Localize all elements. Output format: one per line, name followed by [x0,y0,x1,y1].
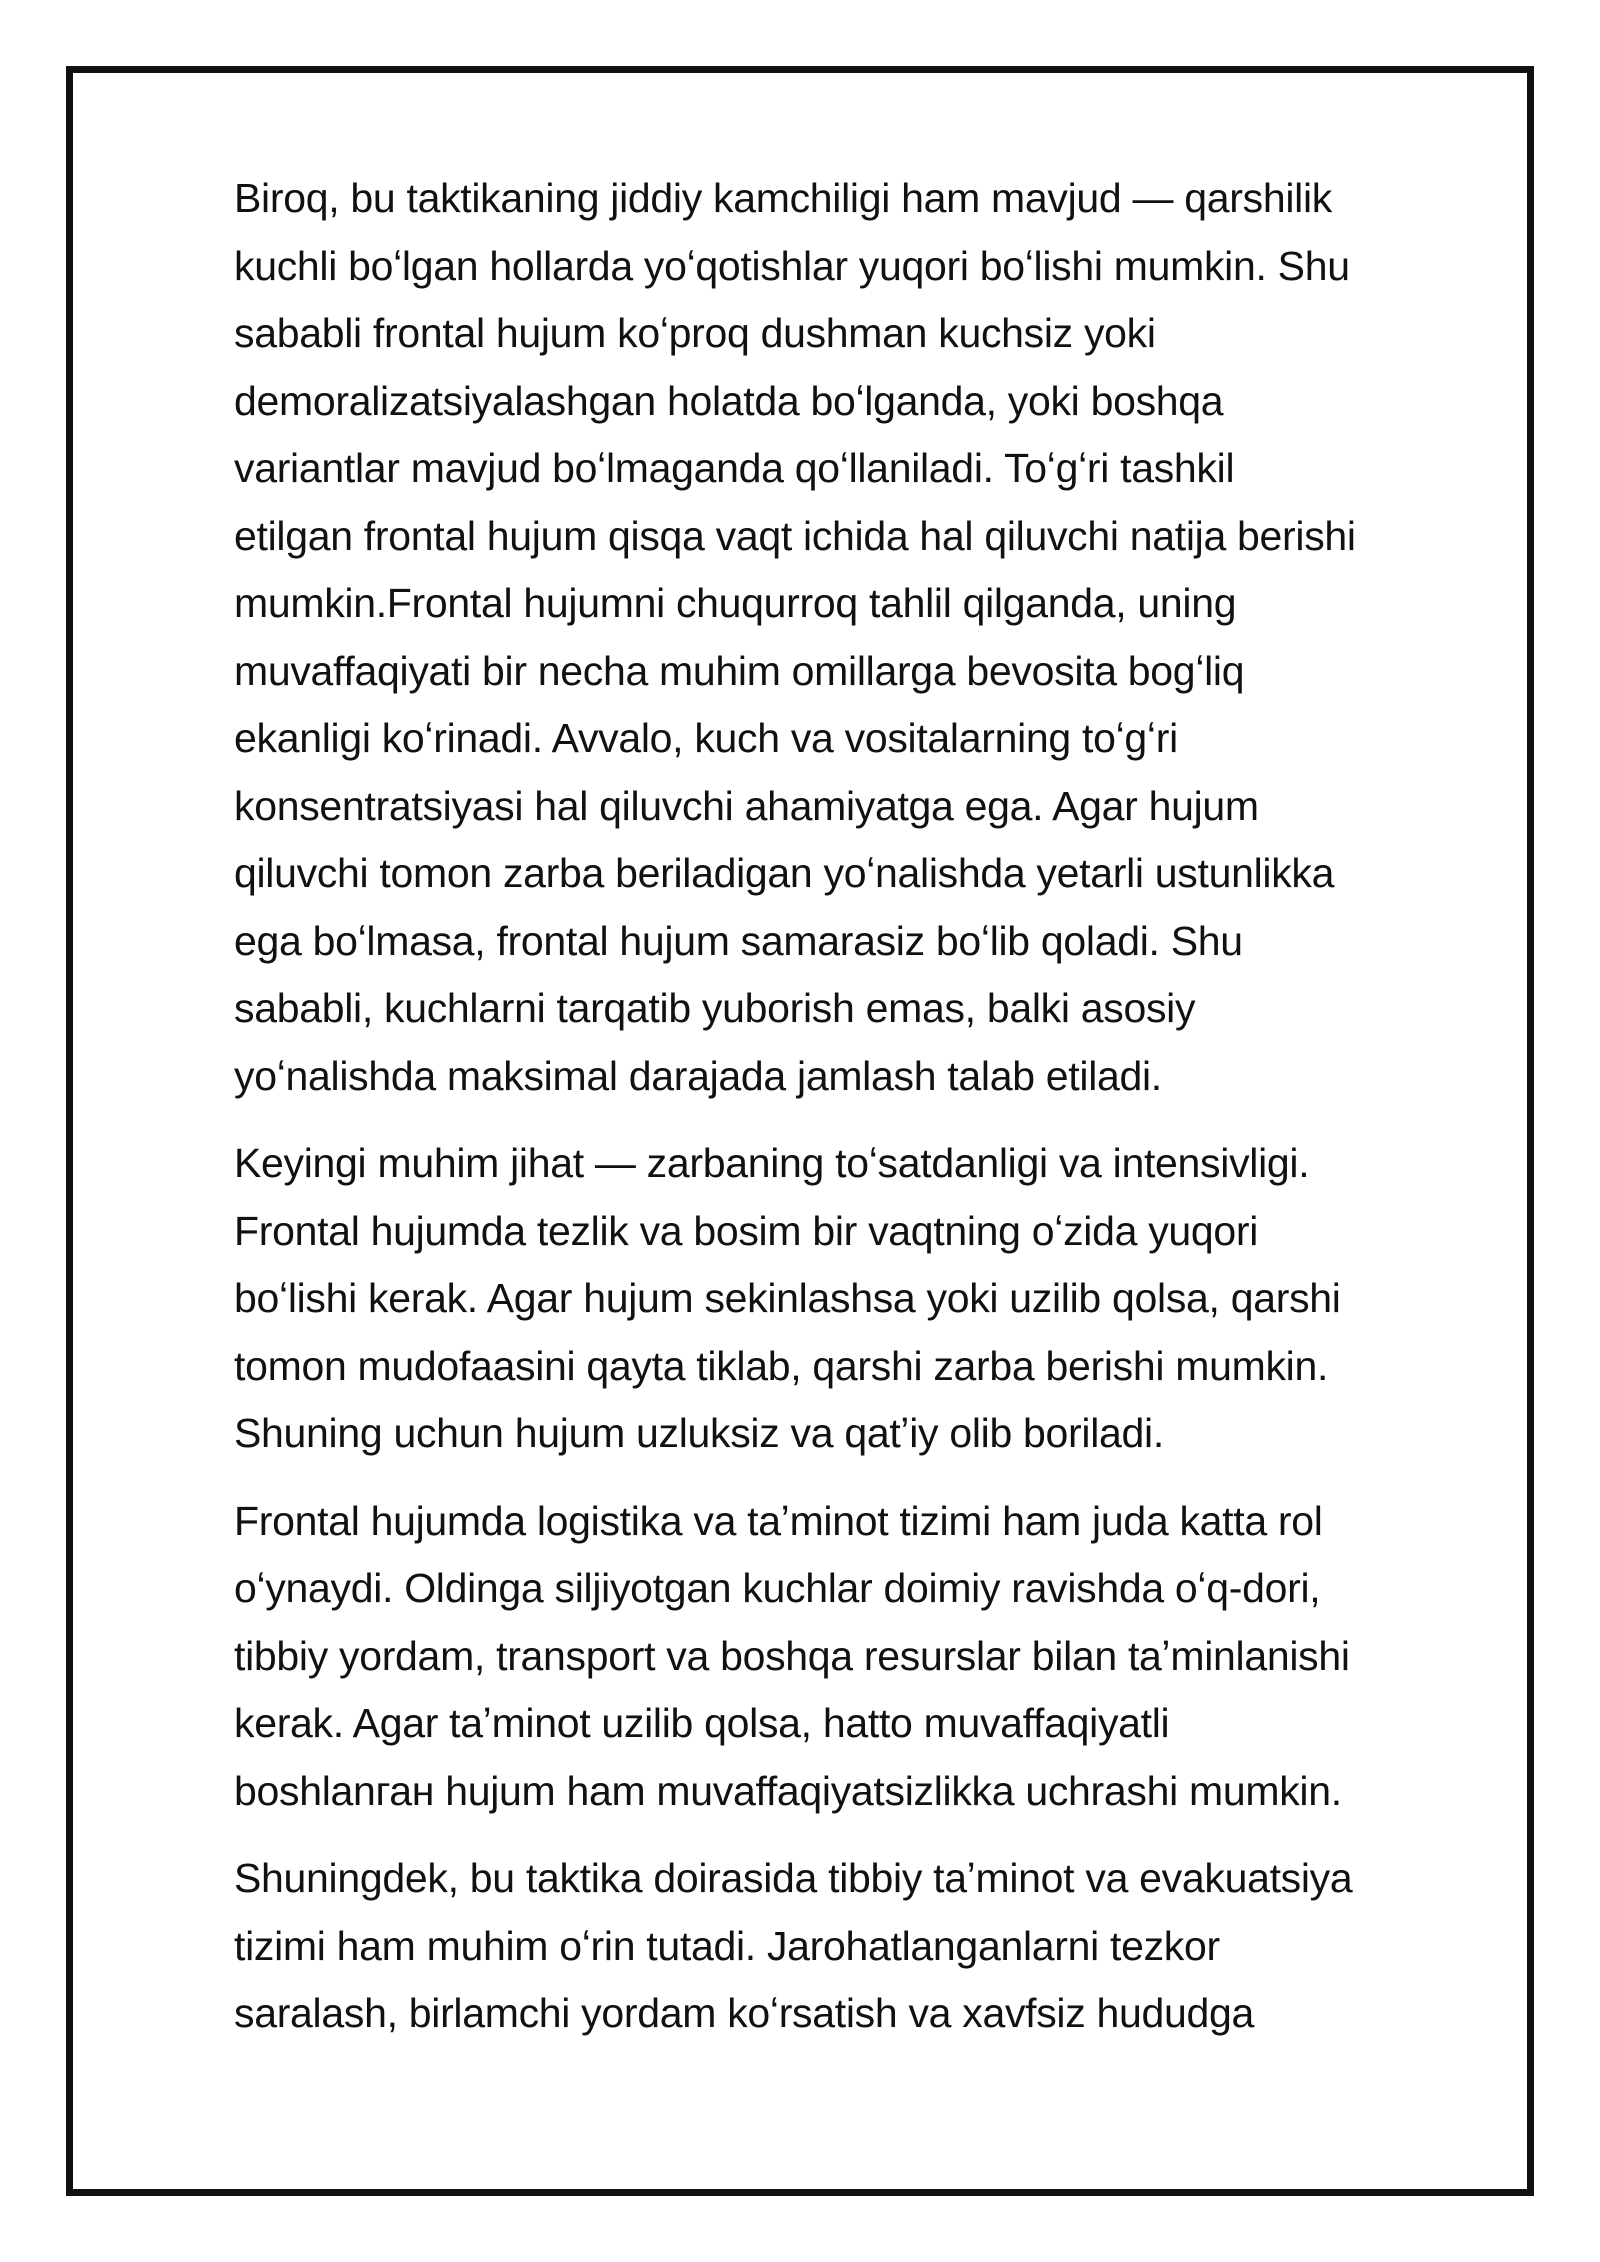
text-line: yoʻnalishda maksimal darajada jamlash talab etiladi. [234,1052,1162,1099]
page-border [66,66,1534,2196]
text-line: ekanligi koʻrinadi. Avvalo, kuch va vositalarning toʻgʻri [234,715,1178,761]
text-line: Frontal hujumda logistika va taʼminot tizimi ham juda katta rol [234,1497,1323,1544]
paragraph-3 [234,1488,1534,1826]
text-line: saralash, birlamchi yordam koʻrsatish va xavfsiz hududga [234,1990,1255,2036]
text-line: tomon mudofaasini qayta tiklab, qarshi zarba berishi mumkin. [234,1342,1329,1389]
text-line: ega boʻlmasa, frontal hujum samarasiz boʻlib qoladi. Shu [234,917,1243,964]
text-line: kuchli boʻlgan hollarda yoʻqotishlar yuqori boʻlishi mumkin. Shu [234,242,1350,289]
text-line: Frontal hujumda tezlik va bosim bir vaqtning oʻzida yuqori [234,1207,1259,1254]
text-line: oʻynaydi. Oldinga siljiyotgan kuchlar doimiy ravishda oʻq-dori, [234,1565,1321,1611]
text-line: mumkin.Frontal hujumni chuqurroq tahlil qilganda, uning [234,580,1237,626]
paragraph-2 [234,1130,1534,1468]
text-line: demoralizatsiyalashgan holatda boʻlganda, yoki boshqa [234,377,1224,424]
text-line: boʻlishi kerak. Agar hujum sekinlashsa yoki uzilib qolsa, qarshi [234,1275,1341,1321]
text-line: Biroq, bu taktikaning jiddiy kamchiligi ham mavjud — qarshilik [234,175,1332,221]
text-line: muvaffaqiyati bir necha muhim omillarga bevosita bogʻliq [234,647,1245,694]
paragraph-4 [234,1845,1534,2048]
text-line: sababli frontal hujum koʻproq dushman kuchsiz yoki [234,310,1156,356]
text-line: Keyingi muhim jihat — zarbaning toʻsatdanligi va intensivligi. [234,1140,1310,1186]
text-line: Shuningdek, bu taktika doirasida tibbiy taʼminot va evakuatsiya [234,1855,1353,1901]
document-body [234,165,1534,2068]
text-line: tibbiy yordam, transport va boshqa resurslar bilan taʼminlanishi [234,1632,1350,1679]
text-line: qiluvchi tomon zarba beriladigan yoʻnalishda yetarli ustunlikka [234,850,1335,896]
text-line: konsentratsiyasi hal qiluvchi ahamiyatga ega. Agar hujum [234,782,1259,829]
paragraph-1 [234,165,1534,1110]
text-line: boshlanган hujum ham muvaffaqiyatsizlikka uchrashi mumkin. [234,1767,1342,1814]
text-line: Shuning uchun hujum uzluksiz va qatʼiy olib boriladi. [234,1410,1164,1456]
text-line: variantlar mavjud boʻlmaganda qoʻllaniladi. Toʻgʻri tashkil [234,445,1235,491]
text-line: sababli, kuchlarni tarqatib yuborish emas, balki asosiy [234,985,1196,1031]
text-line: kerak. Agar taʼminot uzilib qolsa, hatto muvaffaqiyatli [234,1700,1170,1746]
text-line: etilgan frontal hujum qisqa vaqt ichida hal qiluvchi natija berishi [234,512,1356,559]
text-line: tizimi ham muhim oʻrin tutadi. Jarohatlanganlarni tezkor [234,1922,1220,1969]
